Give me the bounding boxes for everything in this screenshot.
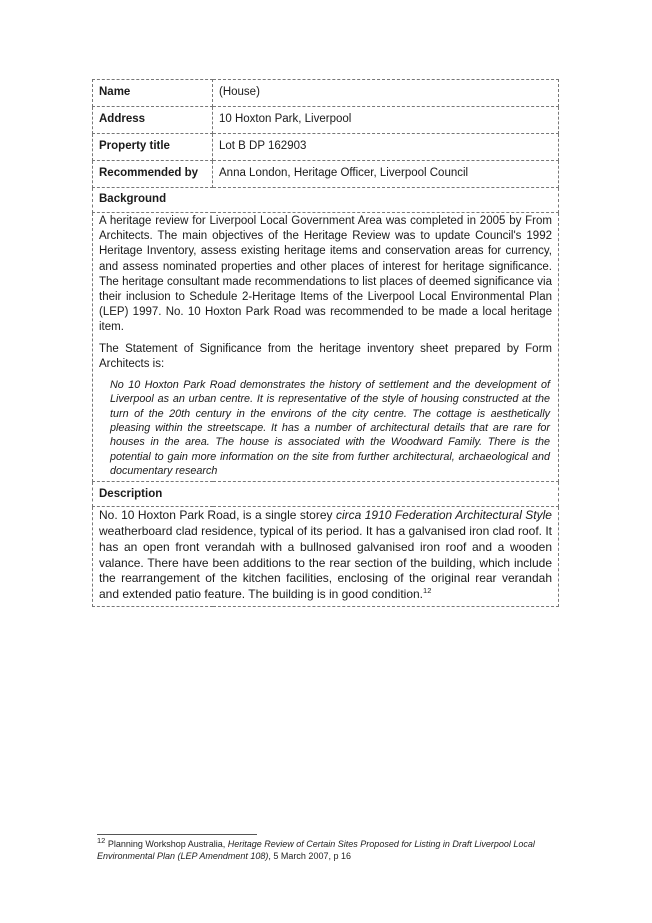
background-paragraph: A heritage review for Liverpool Local Government Area was completed in 2005 by From Architects. The main objectives of the Heritage Review was to update Council's 1992 Heritage Inventory, assess existing heritage items and conservation areas for currency, and assess nominated properties and other places of interest for heritage significance. The heritage consultant made recommendations to list places of deemed significance via their inclusion to Schedule 2-Heritage Items of the Liverpool Local Environmental Plan (LEP) 1997. No. 10 Hoxton Park Road was recommended to be made a local heritage item. bbox=[99, 215, 552, 334]
description-body-row bbox=[93, 507, 559, 607]
description-body bbox=[93, 507, 559, 607]
address-label: Address bbox=[93, 107, 213, 134]
background-heading: Background bbox=[93, 188, 559, 213]
name-row bbox=[93, 80, 559, 107]
footnote-number: 12 bbox=[97, 836, 106, 845]
recommended-by-row bbox=[93, 161, 559, 188]
background-body-row bbox=[93, 213, 559, 482]
property-title-row bbox=[93, 134, 559, 161]
description-paragraph bbox=[99, 508, 552, 603]
name-label: Name bbox=[93, 80, 213, 107]
footnote-author: Planning Workshop Australia, bbox=[105, 839, 228, 849]
background-heading-row bbox=[93, 188, 559, 213]
description-heading-row bbox=[93, 482, 559, 507]
property-title-label: Property title bbox=[93, 134, 213, 161]
footnote-reference[interactable]: 12 bbox=[423, 586, 432, 596]
description-text-italic: circa 1910 Federation Architectural Style bbox=[335, 508, 552, 523]
description-heading: Description bbox=[93, 482, 559, 507]
statement-of-significance-quote: No 10 Hoxton Park Road demonstrates the history of settlement and the development of Liverpool as an urban centre. It is representative of the style of housing constructed at the turn of the 20th century in the environs of the city centre. The cottage is aesthetically pleasing within the streetscape. It has a number of architectural details that are rare for houses in the area. The house is associated with the Woodward Family. There is the potential to gain more information on the site from further architectural, archaeological and documentary research bbox=[110, 379, 550, 477]
property-title-value: Lot B DP 162903 bbox=[213, 134, 559, 161]
footnote-details: , 5 March 2007, p 16 bbox=[268, 851, 351, 861]
description-text-end: weatherboard clad residence, typical of its period. It has a galvanised iron clad roof. It has an open front verandah with a bullnosed galvanised iron roof and a wooden valance. There have been additions to the rear section of the building, which include the rearrangement of the kitchen facilities, enclosing of the original rear verandah and extended patio feature. The building is in good condition. bbox=[99, 523, 552, 602]
footnote-separator bbox=[97, 834, 257, 835]
heritage-info-table bbox=[92, 79, 559, 607]
footnote bbox=[97, 838, 557, 862]
recommended-by-value: Anna London, Heritage Officer, Liverpool Council bbox=[213, 161, 559, 188]
address-value: 10 Hoxton Park, Liverpool bbox=[213, 107, 559, 134]
address-row bbox=[93, 107, 559, 134]
name-value: (House) bbox=[213, 80, 559, 107]
footnote-title: Heritage Review of Certain Sites Proposed for Listing in Draft Liverpool Local Environmental Plan (LEP Amendment 108) bbox=[97, 839, 535, 861]
significance-intro: The Statement of Significance from the heritage inventory sheet prepared by Form Architects is: bbox=[99, 342, 552, 370]
recommended-by-label: Recommended by bbox=[93, 161, 213, 188]
description-text-start: No. 10 Hoxton Park Road, is a single storey bbox=[99, 508, 336, 523]
background-body bbox=[93, 213, 559, 482]
